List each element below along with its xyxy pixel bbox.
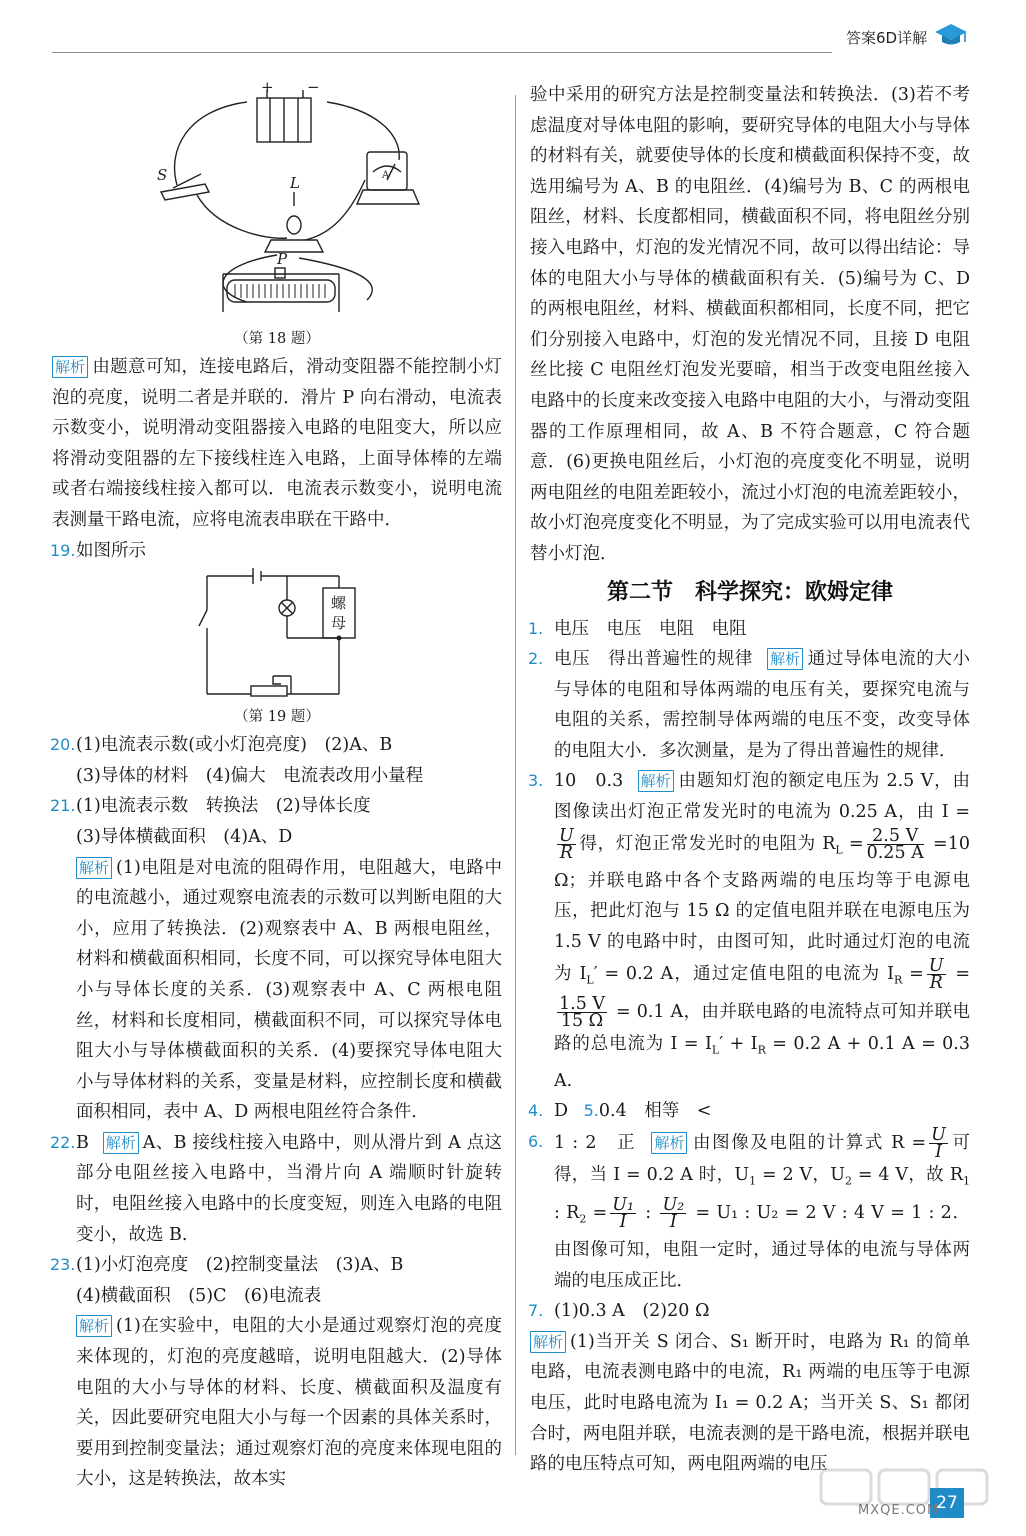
- s6-text-2: = U₁ : U₂ = 2 V : 4 V = 1 : 2．由图像可知，电阻一定时，通过导体的电流与导体两端的电压成正比．: [554, 1203, 970, 1291]
- q23-analysis-continued: 验中采用的研究方法是控制变量法和转换法．(3)若不考虑温度对导体电阻的影响，要研究导体的电阻大小与导体的材料有关，就要使导体的长度和横截面积保持不变，故选用编号为 A、B 的电阻丝．(4)编号为 B、C 的两根电阻丝，材料、长度都相同，横截面积不同，将电阻丝分别接入电路中，灯泡的发光情况不同，故可以得出结论：导体的电阻大小与导体的横截面积有关．(5)编号为 C、D 的两根电阻丝，材料、横截面积都相同，长度不同，把它们分别接入电路中，灯泡的发光情况不同，且接 D 电阻丝比接 C 电阻丝灯泡发光要暗，相当于改变电阻丝接入电路中的长度来改变接入电路中电阻的大小，与滑动变阻器的工作原理相同，故 A、B 不符合题意，C 符合题意．(6)更换电阻丝后，小灯泡的亮度变化不明显，说明两电阻丝的电阻差距较小，流过小灯泡的电流差距较小，故小灯泡亮度变化不明显，为了完成实验可以用电流表代替小灯泡．: [530, 85, 970, 564]
- fraction: [610, 1197, 636, 1230]
- q20: [52, 730, 502, 791]
- subscript: 2: [579, 1212, 587, 1226]
- s3-text-1: 由题知灯泡的额定电压为 2.5 V，由图像读出灯泡正常发光时的电流为 0.25 A，由 I =: [554, 771, 970, 823]
- s7: [530, 1296, 970, 1327]
- s3-number: 3.: [528, 771, 544, 791]
- q23: [52, 1250, 502, 1495]
- right-column: [530, 80, 970, 1480]
- q20-line1: (1)电流表示数(或小灯泡亮度) (2)A、B: [76, 735, 393, 756]
- fraction-numerator: U: [559, 825, 574, 846]
- fraction-denominator: I: [619, 1212, 627, 1232]
- s3-text-4b: ′ + I: [719, 1033, 758, 1054]
- s5-answer: 0.4 相等 <: [598, 1101, 712, 1122]
- s3-text-3c: =: [902, 963, 924, 984]
- section-title: 第二节 科学探究：欧姆定律: [606, 579, 893, 605]
- ratio-colon: :: [639, 1203, 658, 1223]
- q21-line1: (1)电流表示数 转换法 (2)导体长度: [76, 796, 371, 817]
- page-number: 27: [930, 1488, 964, 1518]
- s7-number: 7.: [528, 1301, 544, 1321]
- header-rule: [52, 52, 832, 53]
- s3: [530, 766, 970, 1096]
- fraction-numerator: U: [928, 955, 944, 976]
- s4-s5: [530, 1096, 970, 1127]
- analysis-tag: 解析: [76, 1315, 112, 1337]
- q18-analysis-text: 由题意可知，连接电路后，滑动变阻器不能控制小灯泡的亮度，说明二者是并联的．滑片 P 向右滑动，电流表示数变小，说明滑动变阻器接入电路的电阻变大，所以应将滑动变阻器的左下接线柱连入电路，上面导体棒的左端或者右端接线柱接入都可以．电流表示数变小，说明电流表测量干路电流，应将电流表串联在干路中．: [52, 357, 502, 530]
- subscript: L: [586, 973, 594, 987]
- s3-text-4c: = 0.2 A + 0.1 A = 0.3 A.: [554, 1033, 970, 1091]
- q21: [52, 791, 502, 1128]
- fraction-numerator: U₁: [612, 1195, 635, 1215]
- q23-analysis-text: (1)在实验中，电阻的大小是通过观察灯泡的亮度来体现的，灯泡的亮度越暗，说明电阻越大．(2)导体电阻的大小与导体的材料、长度、横截面积及温度有关，因此要研究电阻大小与每一个因素的具体关系时，要用到控制变量法；通过观察灯泡的亮度来体现电阻的大小，这是转换法，故本实: [76, 1316, 502, 1490]
- graduation-cap-icon: [934, 22, 968, 48]
- analysis-tag: 解析: [530, 1331, 566, 1353]
- figure-18: [52, 80, 502, 350]
- s4-number: 4.: [528, 1101, 544, 1121]
- q22: [52, 1128, 502, 1250]
- s6-text-1: 由图像及电阻的计算式 R =: [691, 1132, 927, 1153]
- s6-text-1b: 可得，当 I = 0.2 A 时，U: [554, 1132, 971, 1185]
- fraction: [557, 825, 576, 863]
- subscript: R: [757, 1043, 766, 1057]
- header-label: 答案6D详解: [846, 29, 928, 47]
- fraction: [927, 955, 946, 993]
- q20-line2: (3)导体的材料 (4)偏大 电流表改用小量程: [76, 765, 424, 786]
- q22-answer: B: [76, 1132, 89, 1153]
- fraction-numerator: 1.5 V: [559, 993, 606, 1014]
- box-label-2: 母: [331, 614, 347, 633]
- analysis-tag: 解析: [52, 356, 88, 378]
- q19: [52, 536, 502, 567]
- s2: [530, 644, 970, 766]
- q23-line2: (4)横截面积 (5)C (6)电流表: [76, 1285, 322, 1306]
- lamp-label: L: [290, 174, 300, 192]
- fraction-denominator: 15 Ω: [560, 1010, 604, 1031]
- s7-analysis-text: (1)当开关 S 闭合、S₁ 断开时，电路为 R₁ 的简单电路，电流表测电路中的电流，R₁ 两端的电压等于电源电压，此时电路电流为 I₁ = 0.2 A；当开关 S、S₁ 都闭合时，两电阻并联，电流表测的是干路电流，根据并联电路的电压特点可知，两电阻两端的电压: [530, 1331, 970, 1475]
- watermark-text: MXQE.COM: [858, 1503, 940, 1518]
- s3-text-3b: ′ = 0.2 A，通过定值电阻的电流为 I: [593, 963, 895, 984]
- s3-text-2c: =: [926, 833, 948, 854]
- s6-text-1d: = 4 V，故 R: [852, 1164, 963, 1185]
- s3-text-3: 10 Ω；并联电路中各个支路两端的电压均等于电源电压，把此灯泡与 15 Ω 的定值电阻并联在电源电压为 1.5 V 的电路中时，由图可知，此时通过灯泡的电流为 I: [554, 833, 970, 984]
- s6-text-1e: : R: [554, 1203, 580, 1223]
- s1-number: 1.: [528, 618, 544, 638]
- q21-number: 21.: [50, 796, 76, 816]
- switch-label: S: [157, 166, 168, 184]
- s2-answer: 电压 得出普遍性的规律: [554, 649, 753, 670]
- s2-analysis-text: 通过导体电流的大小与导体的电阻和导体两端的电压有关，要探究电流与电阻的关系，需控制导体两端的电压不变，改变导体的电阻大小．多次测量，是为了得出普遍性的规律．: [554, 649, 970, 761]
- analysis-tag: 解析: [651, 1132, 687, 1154]
- q23-line1: (1)小灯泡亮度 (2)控制变量法 (3)A、B: [76, 1255, 404, 1276]
- subscript: 1: [749, 1174, 757, 1188]
- analysis-tag: 解析: [638, 770, 674, 792]
- s6-answer: 1 : 2 正: [554, 1132, 637, 1153]
- q19-text: 如图所示: [76, 540, 146, 561]
- s3-text-2: 得，灯泡正常发光时的电阻为 R: [578, 833, 836, 854]
- battery-minus-label: −: [307, 80, 320, 96]
- s1: [530, 614, 970, 645]
- s7-answer: (1)0.3 A (2)20 Ω: [554, 1301, 710, 1322]
- s3-text-3d: =: [948, 963, 970, 984]
- figure-19-caption: （第 19 题）: [234, 709, 320, 726]
- s1-text: 电压 电压 电阻 电阻: [554, 618, 747, 639]
- s6-text-1f: =: [586, 1203, 608, 1223]
- slider-label: P: [277, 250, 288, 268]
- subscript: 1: [963, 1174, 970, 1188]
- analysis-tag: 解析: [767, 648, 803, 670]
- fraction-denominator: R: [559, 842, 573, 863]
- q19-number: 19.: [50, 540, 76, 560]
- subscript: 2: [845, 1174, 853, 1188]
- q23-number: 23.: [50, 1255, 76, 1275]
- fraction-denominator: 0.25 A: [866, 842, 924, 863]
- subscript: R: [894, 973, 903, 987]
- q18-analysis: [52, 352, 502, 536]
- fraction: [557, 993, 607, 1031]
- fraction-numerator: U₂: [662, 1195, 685, 1215]
- battery-plus-label: +: [261, 80, 274, 96]
- q22-analysis-text: A、B 接线柱接入电路中，则从滑片到 A 点这部分电阻丝接入电路中，当滑片向 A 端顺时针旋转时，电阻丝接入电路中的长度变短，则连入电路的电阻变小，故选 B.: [76, 1132, 502, 1245]
- column-divider: [515, 95, 516, 1455]
- s3-text-4: = 0.1 A，由并联电路的电流特点可知并联电路的总电流为 I = I: [554, 1001, 970, 1054]
- s6-text-1c: = 2 V，U: [756, 1164, 846, 1185]
- fraction: [929, 1124, 948, 1162]
- figure-18-caption: （第 18 题）: [234, 331, 320, 347]
- ammeter-label: A: [382, 170, 390, 181]
- fraction-denominator: I: [669, 1212, 677, 1232]
- analysis-tag: 解析: [76, 857, 112, 879]
- circuit-diagram-18: [127, 80, 427, 328]
- box-label-1: 螺: [331, 594, 347, 613]
- fraction-denominator: R: [929, 972, 943, 993]
- subscript: L: [835, 843, 843, 857]
- s3-text-2b: =: [842, 833, 864, 854]
- s5-number: 5.: [583, 1101, 599, 1121]
- q21-line2: (3)导体横截面积 (4)A、D: [76, 826, 293, 847]
- s2-number: 2.: [528, 649, 544, 669]
- watermark-logo-icon: [815, 1462, 1005, 1530]
- analysis-tag: 解析: [103, 1132, 139, 1154]
- q21-analysis-text: (1)电阻是对电流的阻碍作用，电阻越大，电路中的电流越小，通过观察电流表的示数可以判断电阻的大小，应用了转换法．(2)观察表中 A、B 两根电阻丝，材料和横截面积相同，长度不同，可以探究导体电阻大小与导体长度的关系．(3)观察表中 A、C 两根电阻丝，材料和长度相同，横截面积不同，可以探究导体电阻大小与导体横截面积的关系．(4)要探究导体电阻大小与导体材料的关系，变量是材料，应控制长度和横截面积相同，表中 A、D 两根电阻丝符合条件．: [76, 857, 502, 1123]
- s3-answer: 10 0.3: [554, 771, 624, 792]
- q20-number: 20.: [50, 735, 76, 755]
- figure-19: [52, 566, 502, 728]
- circuit-diagram-19: [187, 566, 367, 706]
- fraction-numerator: U: [931, 1124, 946, 1145]
- fraction: [866, 825, 924, 863]
- s6-number: 6.: [528, 1131, 544, 1151]
- fraction: [660, 1197, 686, 1230]
- left-column: [52, 80, 502, 1495]
- s6: [528, 1124, 971, 1296]
- subscript: L: [711, 1043, 720, 1057]
- s7-analysis: [530, 1327, 970, 1480]
- fraction-numerator: 2.5 V: [867, 828, 924, 845]
- s4-answer: D: [554, 1101, 569, 1122]
- fraction-denominator: I: [935, 1141, 942, 1162]
- q22-number: 22.: [50, 1132, 76, 1152]
